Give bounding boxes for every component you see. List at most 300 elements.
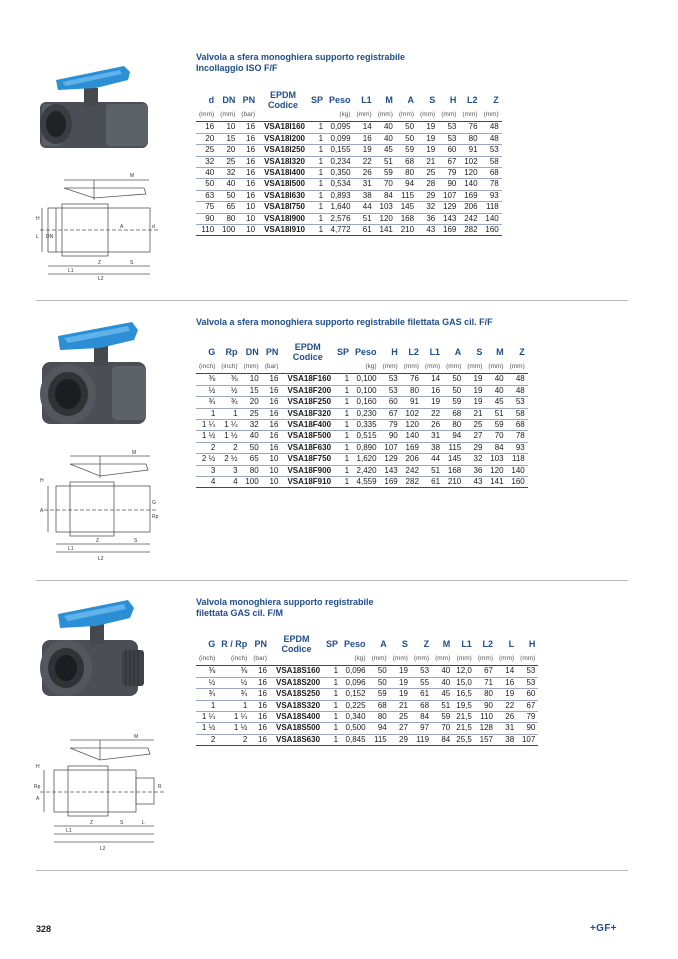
column-unit: (mm): [443, 362, 464, 374]
table-cell: 65: [241, 454, 262, 465]
column-header: SP: [311, 95, 324, 105]
table-cell: 169: [459, 190, 480, 201]
column-unit: [270, 654, 323, 666]
column-unit: (mm): [417, 110, 438, 122]
table-cell: 4: [218, 477, 240, 488]
table-cell: 71: [475, 677, 496, 688]
table-cell: 160: [507, 477, 528, 488]
table-cell: 45: [432, 689, 453, 700]
column-header: A: [407, 95, 415, 105]
table-cell: 1: [308, 213, 326, 224]
drawing-label-l1: L1: [66, 828, 72, 834]
table-cell: 16: [250, 689, 270, 700]
column-unit: (inch): [196, 654, 218, 666]
table-cell: 67: [438, 156, 459, 167]
table-cell: 19: [354, 145, 375, 156]
column-unit: [281, 362, 334, 374]
column-unit: (mm): [453, 654, 475, 666]
table-cell: 119: [411, 734, 432, 745]
table-cell: 25: [196, 145, 217, 156]
column-unit: (mm): [475, 654, 496, 666]
table-row: [196, 689, 538, 700]
product-code: VSA18F910: [281, 477, 334, 488]
drawing-label-l2: L2: [100, 846, 106, 852]
table-cell: 14: [354, 122, 375, 133]
product-code: VSA18I400: [258, 168, 308, 179]
table-cell: 16: [250, 734, 270, 745]
product-code: VSA18I320: [258, 156, 308, 167]
table-cell: 19: [464, 397, 485, 408]
table-cell: 29: [417, 190, 438, 201]
table-cell: 20: [196, 133, 217, 144]
table-cell: 1: [323, 689, 341, 700]
table-cell: 21: [417, 156, 438, 167]
table-cell: 16: [262, 397, 282, 408]
column-header: PN: [254, 639, 267, 649]
column-unit: (mm): [496, 654, 517, 666]
table-cell: 242: [459, 213, 480, 224]
table-cell: 16: [250, 723, 270, 734]
table-cell: 36: [464, 465, 485, 476]
table-unit-row: [196, 110, 502, 122]
table-cell: 45: [375, 145, 396, 156]
drawing-label-l1: L1: [68, 268, 74, 274]
table-cell: ½: [218, 385, 240, 396]
table-cell: 143: [438, 213, 459, 224]
table-cell: ⅜: [196, 374, 218, 385]
table-cell: 94: [443, 431, 464, 442]
table-cell: 36: [417, 213, 438, 224]
table-cell: 76: [459, 122, 480, 133]
table-cell: 94: [369, 723, 390, 734]
table-cell: 90: [196, 213, 217, 224]
table-cell: 50: [443, 385, 464, 396]
table-cell: 10: [262, 454, 282, 465]
table-row: [196, 454, 528, 465]
table-cell: 169: [438, 225, 459, 236]
table-cell: 26: [422, 420, 443, 431]
column-unit: (mm): [411, 654, 432, 666]
product-code: VSA18S320: [270, 700, 323, 711]
table-cell: 19,5: [453, 700, 475, 711]
table-cell: 80: [401, 385, 422, 396]
product-code: VSA18F160: [281, 374, 334, 385]
table-cell: 80: [217, 213, 238, 224]
table-cell: 1: [334, 408, 352, 419]
table-unit-row: [196, 362, 528, 374]
table-cell: 68: [411, 700, 432, 711]
table-cell: 168: [396, 213, 417, 224]
table-cell: 67: [475, 666, 496, 677]
table-cell: ⅜: [218, 374, 240, 385]
table-cell: 43: [464, 477, 485, 488]
table-cell: 75: [196, 202, 217, 213]
table-row: [196, 190, 502, 201]
table-cell: 67: [517, 700, 538, 711]
product-code: VSA18S630: [270, 734, 323, 745]
table-row: [196, 408, 528, 419]
table-cell: 68: [396, 156, 417, 167]
column-header: H: [528, 639, 536, 649]
table-row: [196, 465, 528, 476]
table-cell: 0,100: [352, 374, 380, 385]
table-cell: 118: [507, 454, 528, 465]
table-cell: 91: [401, 397, 422, 408]
table-row: [196, 712, 538, 723]
column-header: L1: [361, 95, 372, 105]
column-header: M: [496, 347, 504, 357]
table-cell: 61: [411, 689, 432, 700]
table-cell: 107: [517, 734, 538, 745]
table-cell: 1: [308, 190, 326, 201]
table-cell: 59: [485, 420, 506, 431]
table-cell: 15: [217, 133, 238, 144]
table-cell: 44: [422, 454, 443, 465]
table-cell: 2: [196, 442, 218, 453]
table-row: [196, 145, 502, 156]
column-header: Z: [519, 347, 525, 357]
table-cell: 40: [196, 168, 217, 179]
table-cell: 40: [485, 385, 506, 396]
table-cell: 0,095: [326, 122, 354, 133]
column-header: Peso: [355, 347, 377, 357]
table-cell: 0,234: [326, 156, 354, 167]
table-cell: 1 ¼: [218, 420, 240, 431]
column-header: d: [208, 95, 215, 105]
table-cell: 1: [308, 145, 326, 156]
table-cell: 0,225: [341, 700, 369, 711]
column-header: EPDM Codice: [292, 342, 323, 362]
product-code: VSA18I910: [258, 225, 308, 236]
table-cell: 25: [390, 712, 411, 723]
table-cell: 0,096: [341, 666, 369, 677]
column-unit: (mm): [481, 110, 502, 122]
column-header: Z: [493, 95, 499, 105]
table-cell: 19: [496, 689, 517, 700]
table-cell: 93: [481, 190, 502, 201]
table-cell: 10: [262, 477, 282, 488]
table-cell: 50: [443, 374, 464, 385]
table-cell: 1: [308, 122, 326, 133]
table-cell: 206: [459, 202, 480, 213]
table-cell: 80: [241, 465, 262, 476]
table-cell: 38: [422, 442, 443, 453]
table-row: [196, 397, 528, 408]
table-cell: 40: [375, 133, 396, 144]
table-cell: 60: [517, 689, 538, 700]
table-cell: 103: [485, 454, 506, 465]
table-cell: 80: [443, 420, 464, 431]
table-cell: 110: [196, 225, 217, 236]
table-cell: 1,640: [326, 202, 354, 213]
table-cell: 25: [464, 420, 485, 431]
column-unit: (mm): [464, 362, 485, 374]
table-cell: 1: [308, 202, 326, 213]
table-cell: 1: [308, 156, 326, 167]
table-cell: 0,230: [352, 408, 380, 419]
table-cell: 53: [517, 666, 538, 677]
table-cell: 79: [517, 712, 538, 723]
table-cell: 29: [464, 442, 485, 453]
table-cell: 12,0: [453, 666, 475, 677]
table-cell: 80: [369, 712, 390, 723]
table-cell: 22: [422, 408, 443, 419]
table-cell: 120: [485, 465, 506, 476]
column-unit: (inch): [196, 362, 218, 374]
table-cell: 16: [238, 133, 258, 144]
table-cell: 48: [507, 374, 528, 385]
column-unit: (kg): [326, 110, 354, 122]
table-row: [196, 442, 528, 453]
table-cell: 16,5: [453, 689, 475, 700]
table-header-row: [196, 634, 538, 654]
table-cell: 53: [411, 666, 432, 677]
column-unit: (mm): [422, 362, 443, 374]
table-cell: 145: [396, 202, 417, 213]
table-cell: 1 ½: [196, 723, 218, 734]
section-title: Valvola a sfera monoghiera supporto registrabile filettata GAS cil. F/F: [196, 317, 493, 327]
table-cell: 4: [196, 477, 218, 488]
table-cell: 1: [218, 408, 240, 419]
column-header: G: [208, 347, 216, 357]
column-header: H: [449, 95, 457, 105]
drawing-label-s: S: [134, 538, 138, 544]
table-row: [196, 477, 528, 488]
table-cell: 115: [369, 734, 390, 745]
technical-drawing: [30, 730, 170, 856]
table-cell: 120: [375, 213, 396, 224]
table-cell: 1: [334, 420, 352, 431]
table-cell: 1: [323, 677, 341, 688]
column-unit: (inch): [218, 362, 240, 374]
table-cell: 15,0: [453, 677, 475, 688]
column-header: EPDM Codice: [281, 634, 312, 654]
table-cell: 0,100: [352, 385, 380, 396]
table-cell: 51: [432, 700, 453, 711]
table-cell: 45: [485, 397, 506, 408]
table-cell: 128: [475, 723, 496, 734]
table-cell: 53: [517, 677, 538, 688]
table-cell: 38: [354, 190, 375, 201]
table-cell: 16: [422, 385, 443, 396]
column-unit: (mm): [390, 654, 411, 666]
product-code: VSA18F320: [281, 408, 334, 419]
table-cell: 59: [432, 712, 453, 723]
table-row: [196, 156, 502, 167]
table-row: [196, 431, 528, 442]
table-cell: 70: [375, 179, 396, 190]
table-cell: 206: [401, 454, 422, 465]
table-cell: 115: [396, 190, 417, 201]
table-cell: 1 ¼: [218, 712, 250, 723]
column-header: S: [429, 95, 436, 105]
table-cell: 0,099: [326, 133, 354, 144]
product-code: VSA18S160: [270, 666, 323, 677]
drawing-label-l: L: [36, 234, 39, 240]
table-cell: 70: [485, 431, 506, 442]
table-cell: 210: [443, 477, 464, 488]
table-cell: 50: [369, 666, 390, 677]
section-divider: [36, 580, 628, 581]
table-cell: 0,335: [352, 420, 380, 431]
table-cell: 120: [401, 420, 422, 431]
table-cell: 50: [241, 442, 262, 453]
table-cell: 1 ½: [218, 431, 240, 442]
table-cell: 60: [438, 145, 459, 156]
column-header: Z: [423, 639, 430, 649]
table-cell: 4,559: [352, 477, 380, 488]
drawing-label-h: H: [40, 478, 44, 484]
column-header: M: [385, 95, 393, 105]
table-cell: 1: [323, 712, 341, 723]
table-cell: 100: [241, 477, 262, 488]
column-header: A: [454, 347, 462, 357]
column-unit: (mm): [517, 654, 538, 666]
table-cell: 19: [390, 677, 411, 688]
drawing-label-l1: L1: [68, 546, 74, 552]
table-cell: 90: [380, 431, 401, 442]
section-title: Valvola monoghiera supporto registrabile filettata GAS cil. F/M: [196, 597, 374, 618]
table-cell: 53: [507, 397, 528, 408]
table-cell: 78: [481, 179, 502, 190]
column-unit: (bar): [262, 362, 282, 374]
column-unit: (mm): [459, 110, 480, 122]
table-cell: 4,772: [326, 225, 354, 236]
table-cell: 1: [323, 700, 341, 711]
product-code: VSA18I900: [258, 213, 308, 224]
table-cell: 100: [217, 225, 238, 236]
table-cell: 32: [196, 156, 217, 167]
table-cell: 26: [496, 712, 517, 723]
drawing-label-m: M: [130, 173, 135, 179]
table-cell: 1: [323, 734, 341, 745]
table-cell: 143: [380, 465, 401, 476]
table-cell: 1: [308, 168, 326, 179]
table-cell: 40: [241, 431, 262, 442]
table-cell: 2 ½: [196, 454, 218, 465]
column-unit: (inch): [218, 654, 250, 666]
table-cell: 2 ½: [218, 454, 240, 465]
table-cell: 61: [354, 225, 375, 236]
table-cell: 10: [241, 374, 262, 385]
column-unit: (mm): [196, 110, 217, 122]
column-unit: (mm): [396, 110, 417, 122]
column-unit: (mm): [432, 654, 453, 666]
column-header: DN: [222, 95, 236, 105]
table-header-row: [196, 90, 502, 110]
column-header: PN: [265, 347, 279, 357]
table-cell: 84: [375, 190, 396, 201]
table-cell: 107: [438, 190, 459, 201]
drawing-label-d: d: [152, 224, 155, 230]
table-cell: 0,096: [341, 677, 369, 688]
table-cell: 20: [241, 397, 262, 408]
table-cell: 21: [464, 408, 485, 419]
table-cell: 79: [438, 168, 459, 179]
column-header: L: [508, 639, 515, 649]
product-code: VSA18F750: [281, 454, 334, 465]
table-cell: 53: [380, 374, 401, 385]
spec-table: [196, 90, 502, 236]
drawing-label-z: Z: [96, 538, 100, 544]
table-cell: 97: [411, 723, 432, 734]
table-cell: 21: [390, 700, 411, 711]
table-cell: 16: [238, 168, 258, 179]
table-cell: 10: [238, 213, 258, 224]
drawing-label-r: R: [158, 784, 162, 790]
valve-photo: [36, 316, 156, 442]
table-cell: 140: [401, 431, 422, 442]
column-unit: (mm): [438, 110, 459, 122]
table-cell: 91: [459, 145, 480, 156]
drawing-label-s: S: [130, 260, 134, 266]
table-cell: ¾: [196, 397, 218, 408]
table-row: [196, 666, 538, 677]
product-code: VSA18F250: [281, 397, 334, 408]
section-title: Valvola a sfera monoghiera supporto registrabile Incollaggio ISO F/F: [196, 52, 406, 73]
table-cell: 48: [507, 385, 528, 396]
table-cell: 2: [196, 734, 218, 745]
table-cell: 90: [438, 179, 459, 190]
table-row: [196, 122, 502, 133]
column-unit: (bar): [238, 110, 258, 122]
column-header: L1: [429, 347, 441, 357]
table-cell: 16: [250, 700, 270, 711]
table-cell: 169: [380, 477, 401, 488]
column-unit: (bar): [250, 654, 270, 666]
table-cell: 141: [375, 225, 396, 236]
table-cell: 1: [334, 431, 352, 442]
technical-drawing: [34, 168, 164, 286]
table-cell: 14: [496, 666, 517, 677]
table-cell: 16: [250, 712, 270, 723]
table-cell: 31: [422, 431, 443, 442]
column-unit: (mm): [375, 110, 396, 122]
product-code: VSA18F400: [281, 420, 334, 431]
column-unit: (mm): [380, 362, 401, 374]
table-cell: 80: [475, 689, 496, 700]
table-cell: 16: [238, 122, 258, 133]
table-row: [196, 374, 528, 385]
table-cell: 102: [459, 156, 480, 167]
section-divider: [36, 300, 628, 301]
table-cell: 84: [411, 712, 432, 723]
table-cell: ½: [218, 677, 250, 688]
column-header: A: [380, 639, 387, 649]
table-cell: 27: [464, 431, 485, 442]
table-cell: 1: [308, 225, 326, 236]
column-unit: (mm): [241, 362, 262, 374]
table-cell: 0,500: [341, 723, 369, 734]
table-cell: 0,845: [341, 734, 369, 745]
table-cell: 16: [250, 666, 270, 677]
table-cell: 40: [432, 666, 453, 677]
drawing-label-m: M: [134, 734, 139, 740]
table-cell: 2: [218, 734, 250, 745]
column-header: DN: [245, 347, 259, 357]
product-code: VSA18S200: [270, 677, 323, 688]
table-cell: 3: [218, 465, 240, 476]
table-cell: 242: [401, 465, 422, 476]
table-cell: 63: [196, 190, 217, 201]
drawing-label-z: Z: [90, 820, 94, 826]
valve-photo: [36, 58, 156, 166]
table-cell: 1: [196, 408, 218, 419]
column-header: Rp: [225, 347, 238, 357]
table-cell: 29: [390, 734, 411, 745]
table-cell: 129: [438, 202, 459, 213]
table-cell: 26: [354, 168, 375, 179]
